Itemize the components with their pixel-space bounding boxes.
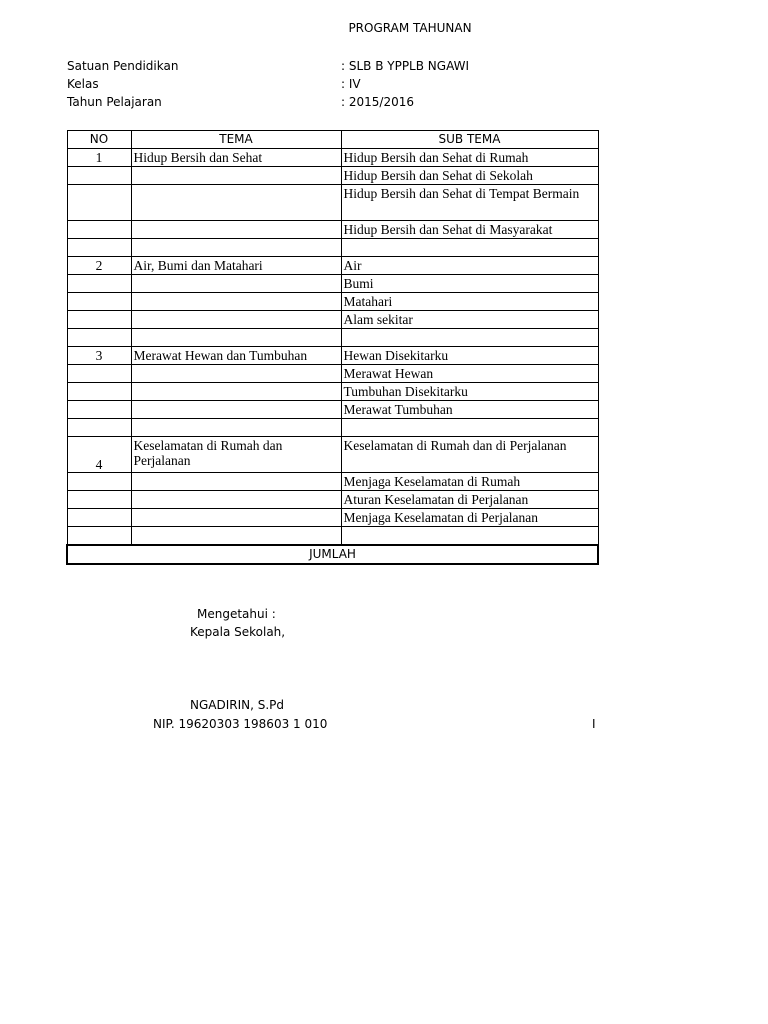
cell-tema [131,491,341,509]
cell-sub-tema: Alam sekitar [341,311,598,329]
cell-tema: Air, Bumi dan Matahari [131,257,341,275]
cell-tema [131,401,341,419]
program-table [66,130,599,565]
cell-sub-tema [341,239,598,257]
table-row [67,383,598,401]
cell-tema: Keselamatan di Rumah dan Perjalanan [131,437,341,473]
header-tema: TEMA [131,131,341,149]
cell-no [67,473,131,491]
table-row [67,239,598,257]
table-row [67,293,598,311]
cell-no [67,491,131,509]
meta-label-satuan: Satuan Pendidikan [67,59,179,73]
cell-sub-tema: Merawat Tumbuhan [341,401,598,419]
cell-tema [131,365,341,383]
header-no: NO [67,131,131,149]
table-row [67,509,598,527]
cell-sub-tema: Aturan Keselamatan di Perjalanan [341,491,598,509]
cell-no [67,383,131,401]
signature-nip: NIP. 19620303 198603 1 010 [153,717,328,731]
cell-no [67,293,131,311]
table-footer-row [67,545,598,564]
cell-sub-tema: Hidup Bersih dan Sehat di Tempat Bermain [341,185,598,221]
document-title: PROGRAM TAHUNAN [348,21,472,35]
table-row [67,149,598,167]
header-sub-tema: SUB TEMA [341,131,598,149]
right-mark: I [592,717,596,731]
signature-mengetahui: Mengetahui : [197,607,276,621]
table-row [67,365,598,383]
table-row [67,527,598,546]
table-row [67,329,598,347]
meta-value-tahun: : 2015/2016 [341,95,414,109]
cell-sub-tema: Bumi [341,275,598,293]
cell-sub-tema: Menjaga Keselamatan di Rumah [341,473,598,491]
cell-tema [131,329,341,347]
table-row [67,311,598,329]
signature-name: NGADIRIN, S.Pd [190,698,285,712]
cell-tema: Merawat Hewan dan Tumbuhan [131,347,341,365]
cell-tema [131,293,341,311]
cell-tema [131,419,341,437]
cell-sub-tema: Hidup Bersih dan Sehat di Sekolah [341,167,598,185]
cell-sub-tema: Hidup Bersih dan Sehat di Rumah [341,149,598,167]
cell-tema [131,509,341,527]
cell-no [67,239,131,257]
cell-sub-tema [341,419,598,437]
cell-tema [131,527,341,546]
signature-role: Kepala Sekolah, [190,625,286,639]
cell-sub-tema: Merawat Hewan [341,365,598,383]
table-row [67,185,598,221]
cell-sub-tema [341,527,598,546]
cell-sub-tema [341,329,598,347]
meta-value-kelas: : IV [341,77,361,91]
cell-tema [131,167,341,185]
cell-sub-tema: Keselamatan di Rumah dan di Perjalanan [341,437,598,473]
cell-no: 2 [67,257,131,275]
cell-sub-tema: Hewan Disekitarku [341,347,598,365]
cell-no [67,167,131,185]
cell-no [67,401,131,419]
cell-no [67,275,131,293]
cell-no [67,365,131,383]
cell-no [67,329,131,347]
table-row [67,473,598,491]
cell-no [67,311,131,329]
table-row [67,275,598,293]
cell-tema [131,473,341,491]
cell-no [67,509,131,527]
cell-tema [131,239,341,257]
table-row [67,437,598,473]
table-row [67,257,598,275]
jumlah-label: JUMLAH [67,545,598,564]
table-row [67,401,598,419]
meta-value-satuan: : SLB B YPPLB NGAWI [341,59,470,73]
cell-no: 3 [67,347,131,365]
cell-sub-tema: Matahari [341,293,598,311]
table-row [67,419,598,437]
table-row [67,491,598,509]
meta-label-kelas: Kelas [67,77,99,91]
cell-sub-tema: Air [341,257,598,275]
cell-tema [131,311,341,329]
cell-no [67,185,131,221]
cell-no: 1 [67,149,131,167]
cell-sub-tema: Tumbuhan Disekitarku [341,383,598,401]
cell-tema [131,275,341,293]
table-row [67,167,598,185]
table-row [67,347,598,365]
cell-no [67,419,131,437]
cell-tema [131,221,341,239]
cell-no [67,221,131,239]
cell-sub-tema: Menjaga Keselamatan di Perjalanan [341,509,598,527]
cell-no: 4 [67,437,131,473]
cell-no [67,527,131,546]
meta-label-tahun: Tahun Pelajaran [67,95,162,109]
cell-sub-tema: Hidup Bersih dan Sehat di Masyarakat [341,221,598,239]
cell-tema: Hidup Bersih dan Sehat [131,149,341,167]
cell-tema [131,383,341,401]
cell-tema [131,185,341,221]
table-row [67,221,598,239]
